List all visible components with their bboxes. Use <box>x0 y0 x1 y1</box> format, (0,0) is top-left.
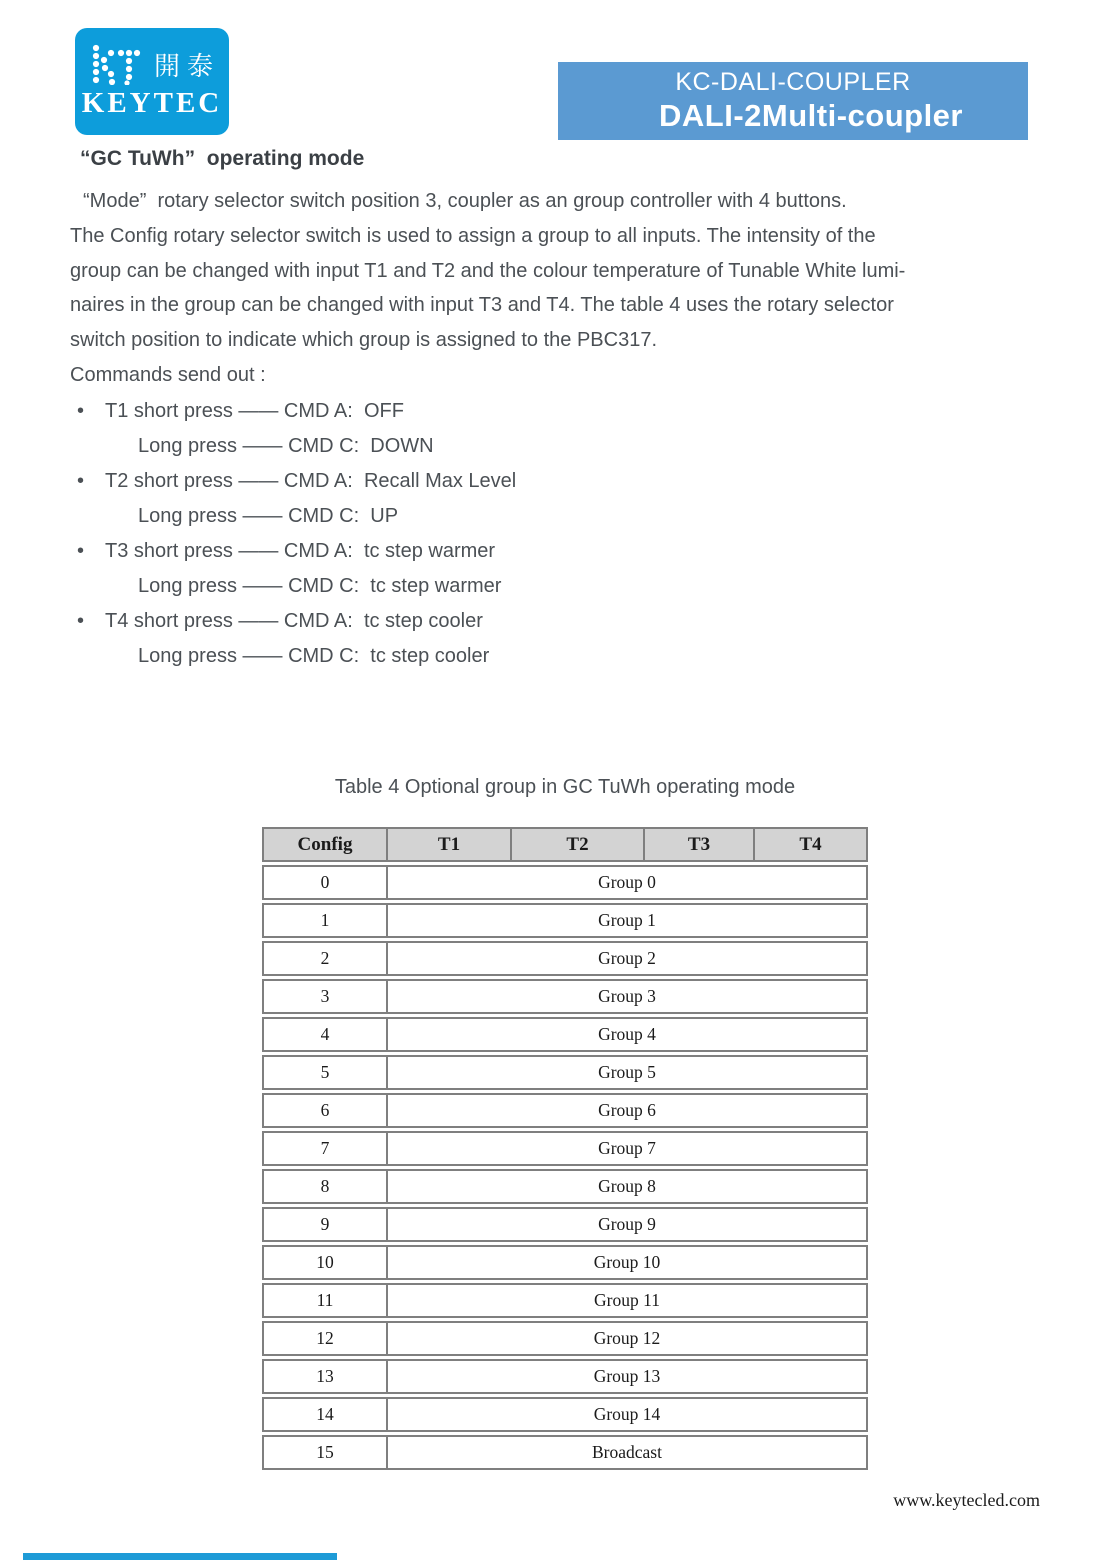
bullet-short-line: T4 short press —— CMD A: tc step cooler <box>105 610 483 632</box>
table-row <box>262 1017 868 1052</box>
group-table <box>262 824 868 1473</box>
group-cell: Group 4 <box>388 1017 868 1052</box>
config-cell: 13 <box>262 1359 388 1394</box>
table-row <box>262 1283 868 1318</box>
group-cell: Group 12 <box>388 1321 868 1356</box>
config-cell: 2 <box>262 941 388 976</box>
table-row <box>262 1207 868 1242</box>
group-cell: Group 10 <box>388 1245 868 1280</box>
group-cell: Group 5 <box>388 1055 868 1090</box>
bullet-item-t1 <box>70 394 770 464</box>
paragraph-line: switch position to indicate which group is assigned to the PBC317. <box>70 329 658 352</box>
commands-label: Commands send out : <box>70 363 266 386</box>
paragraph-line: naires in the group can be changed with input T3 and T4. The table 4 uses the rotary selector <box>70 294 894 317</box>
table-row <box>262 1169 868 1204</box>
col-header-t2: T2 <box>512 827 645 862</box>
table-row <box>262 941 868 976</box>
section-title: “GC TuWh” operating mode <box>80 147 365 170</box>
group-cell: Group 3 <box>388 979 868 1014</box>
paragraph-line: The Config rotary selector switch is used to assign a group to all inputs. The intensity of the <box>70 224 876 247</box>
table-row <box>262 1397 868 1432</box>
config-cell: 11 <box>262 1283 388 1318</box>
logo-top-row <box>91 43 220 85</box>
table-row <box>262 903 868 938</box>
group-cell: Group 11 <box>388 1283 868 1318</box>
config-cell: 7 <box>262 1131 388 1166</box>
config-cell: 10 <box>262 1245 388 1280</box>
group-cell: Group 8 <box>388 1169 868 1204</box>
table-header-row <box>262 827 868 862</box>
banner-product-name: DALI-2Multi-coupler <box>659 98 963 134</box>
config-cell: 12 <box>262 1321 388 1356</box>
footer-website-link[interactable]: www.keytecled.com <box>893 1490 1040 1510</box>
group-cell: Group 2 <box>388 941 868 976</box>
banner-product-code: KC-DALI-COUPLER <box>675 68 911 97</box>
logo-brand-text: KEYTEC <box>81 87 223 119</box>
col-header-t4: T4 <box>755 827 868 862</box>
bullet-dot-icon: • <box>77 470 85 492</box>
table-row <box>262 1093 868 1128</box>
config-cell: 9 <box>262 1207 388 1242</box>
bullet-short-line: T3 short press —— CMD A: tc step warmer <box>105 540 496 562</box>
bullet-short-line: T2 short press —— CMD A: Recall Max Level <box>105 470 517 492</box>
table-row <box>262 1055 868 1090</box>
col-header-t3: T3 <box>645 827 755 862</box>
table-row <box>262 1245 868 1280</box>
config-cell: 4 <box>262 1017 388 1052</box>
bullet-long-line: Long press —— CMD C: tc step cooler <box>138 645 490 667</box>
table-row <box>262 1321 868 1356</box>
config-cell: 5 <box>262 1055 388 1090</box>
table-row <box>262 1435 868 1470</box>
group-cell: Group 7 <box>388 1131 868 1166</box>
group-cell: Group 6 <box>388 1093 868 1128</box>
group-cell: Group 1 <box>388 903 868 938</box>
table-caption: Table 4 Optional group in GC TuWh operating mode <box>334 776 796 798</box>
group-cell: Group 14 <box>388 1397 868 1432</box>
config-cell: 0 <box>262 865 388 900</box>
config-cell: 8 <box>262 1169 388 1204</box>
keytec-logo <box>75 28 229 135</box>
bullet-long-line: Long press —— CMD C: tc step warmer <box>138 575 502 597</box>
col-header-config: Config <box>262 827 388 862</box>
config-cell: 14 <box>262 1397 388 1432</box>
bullet-item-t4 <box>70 604 770 674</box>
table-row <box>262 1359 868 1394</box>
bullet-long-line: Long press —— CMD C: UP <box>138 505 399 527</box>
group-cell: Group 9 <box>388 1207 868 1242</box>
paragraph-line: “Mode” rotary selector switch position 3, coupler as an group controller with 4 buttons. <box>83 190 847 212</box>
bullet-item-t2 <box>70 464 770 534</box>
paragraph-line: group can be changed with input T1 and T2 and the colour temperature of Tunable White lumi- <box>70 259 906 282</box>
bullet-long-line: Long press —— CMD C: DOWN <box>138 435 434 457</box>
header-banner <box>558 62 1028 140</box>
group-cell: Group 13 <box>388 1359 868 1394</box>
config-cell: 3 <box>262 979 388 1014</box>
config-cell: 1 <box>262 903 388 938</box>
bullet-item-t3 <box>70 534 770 604</box>
bullet-dot-icon: • <box>77 610 85 632</box>
group-cell: Broadcast <box>388 1435 868 1470</box>
table-row <box>262 865 868 900</box>
intro-paragraph <box>70 184 990 393</box>
logo-chinese-text: 開泰 <box>153 50 220 81</box>
config-cell: 6 <box>262 1093 388 1128</box>
group-table-container <box>262 824 868 1473</box>
kt-dots-icon <box>91 43 145 85</box>
command-bullet-list <box>70 394 770 674</box>
col-header-t1: T1 <box>388 827 512 862</box>
bullet-dot-icon: • <box>77 400 85 422</box>
bullet-dot-icon: • <box>77 540 85 562</box>
config-cell: 15 <box>262 1435 388 1470</box>
bullet-short-line: T1 short press —— CMD A: OFF <box>105 400 404 422</box>
table-row <box>262 979 868 1014</box>
bottom-accent-bar <box>23 1553 337 1560</box>
table-row <box>262 1131 868 1166</box>
group-cell: Group 0 <box>388 865 868 900</box>
